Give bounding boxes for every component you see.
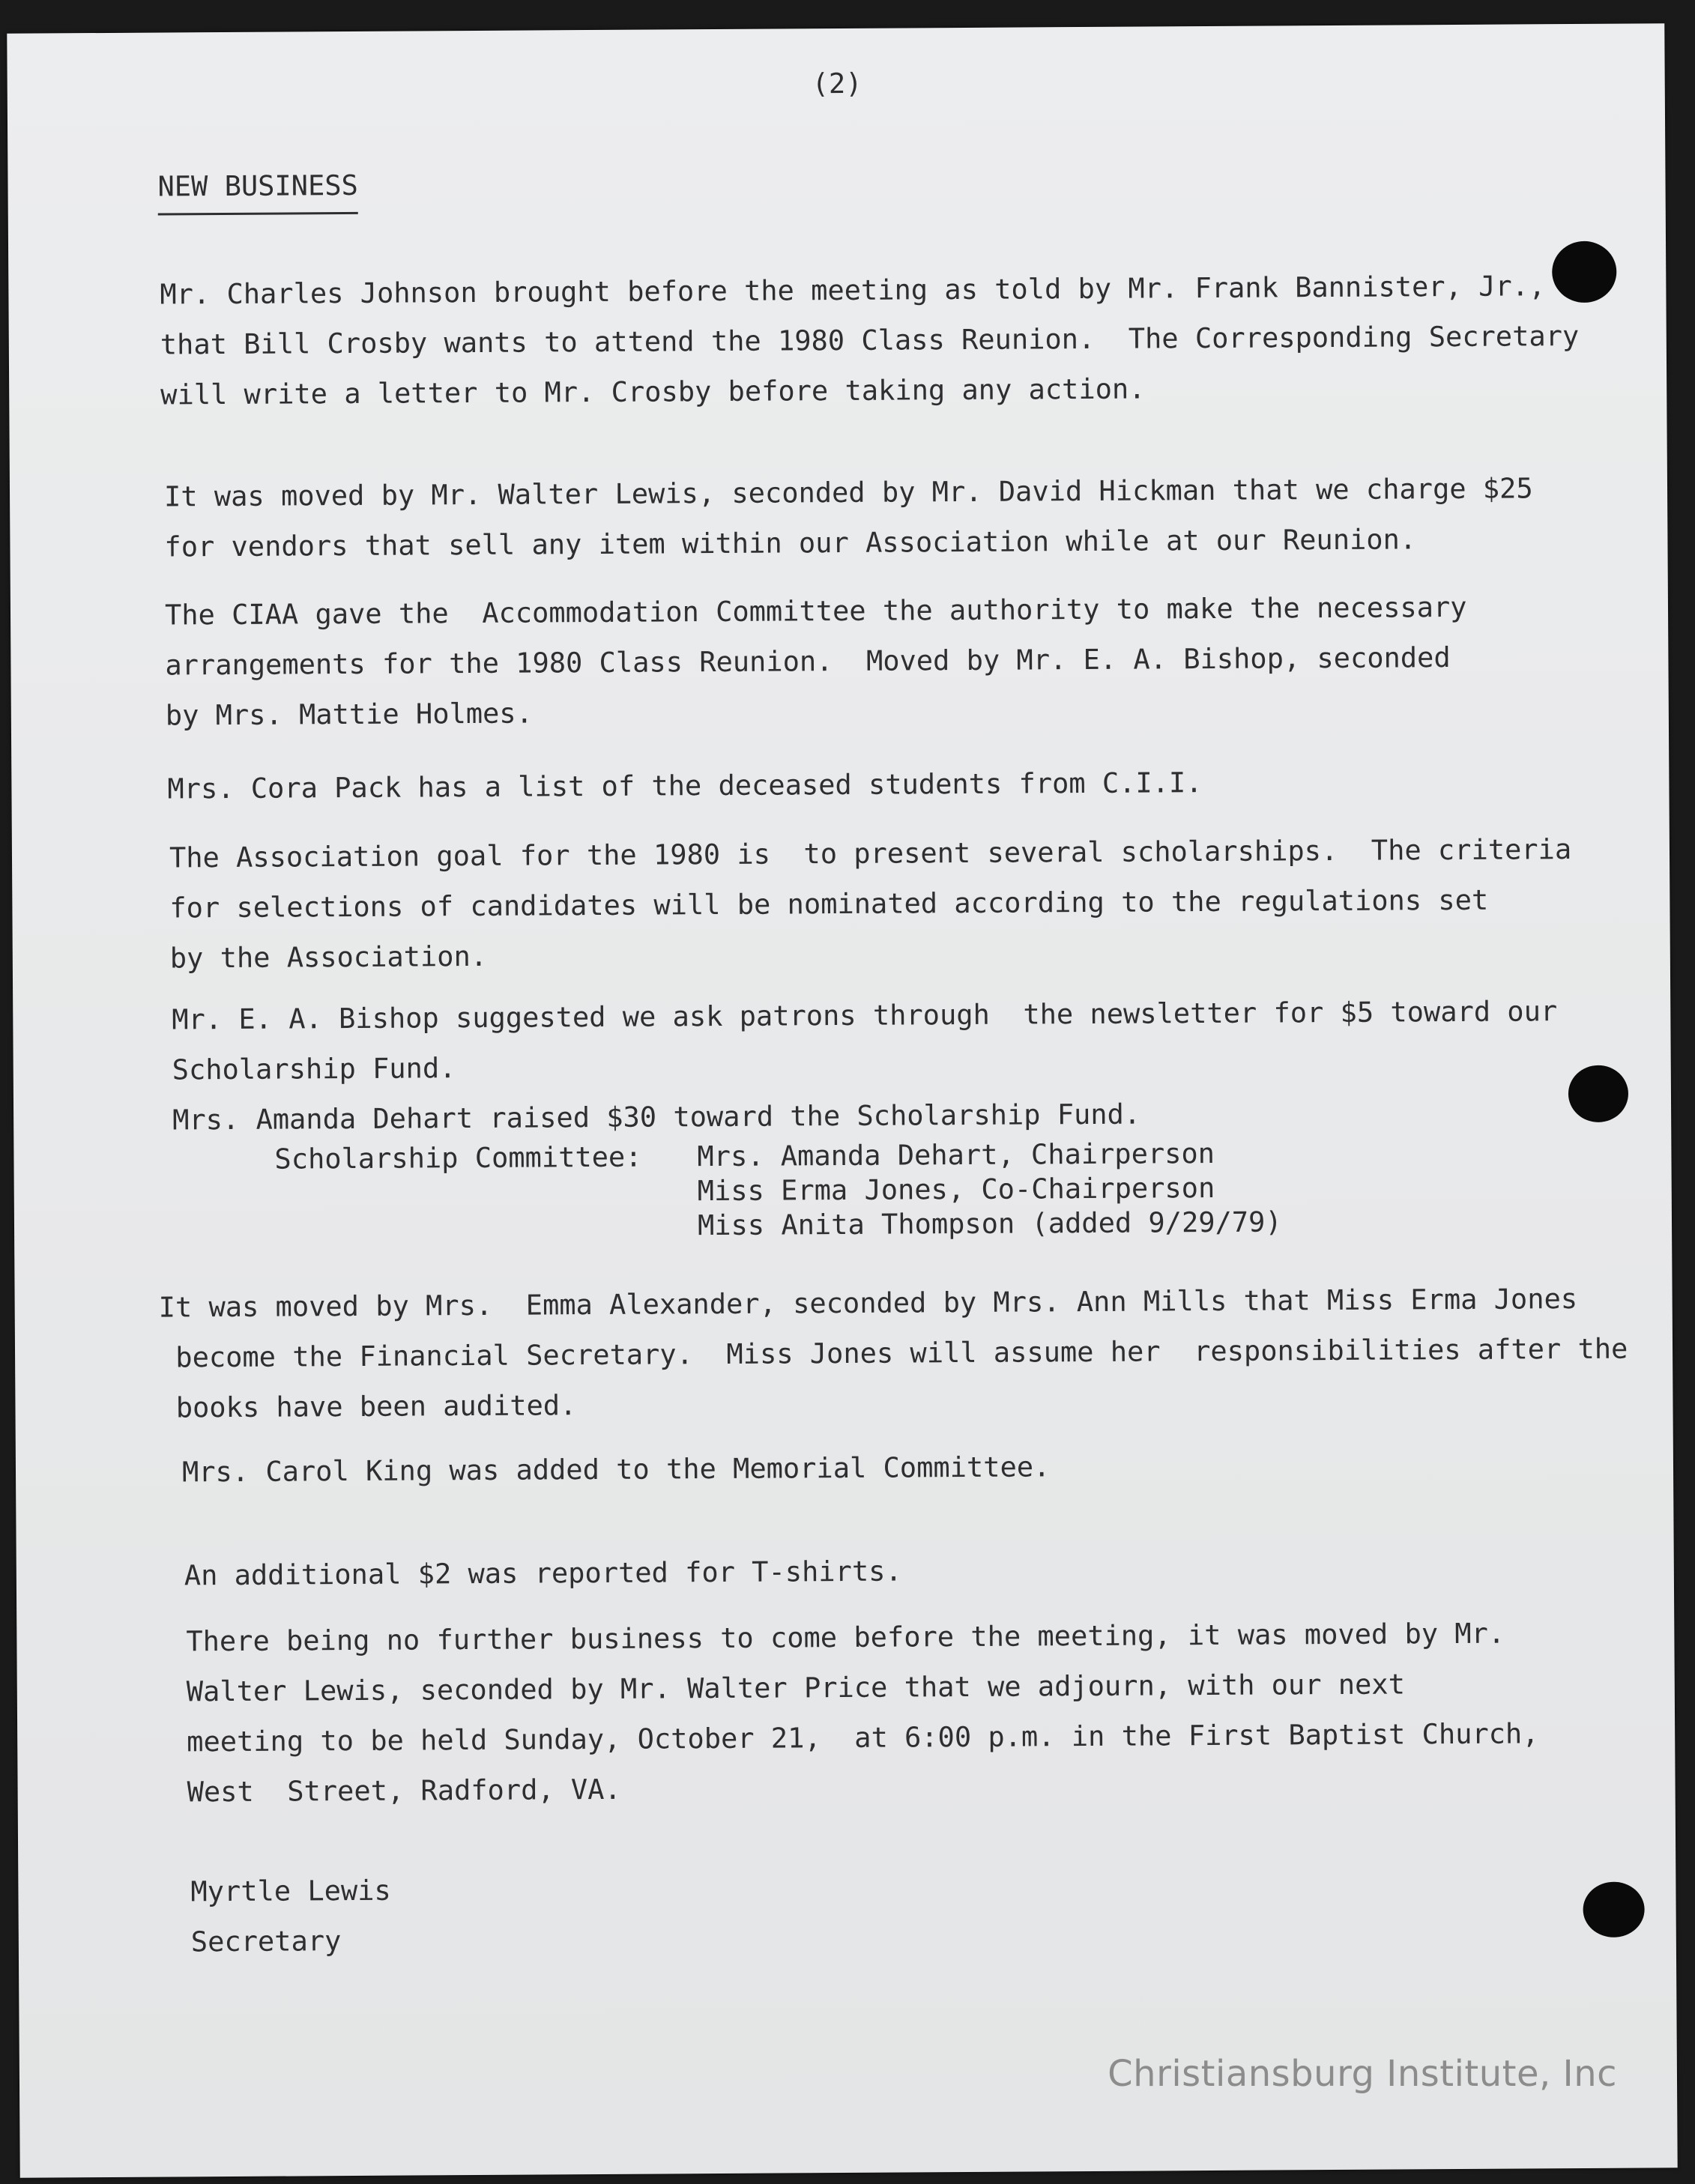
paragraph-line: There being no further business to come before the meeting, it was moved by Mr. [186,1617,1505,1658]
paragraph-line: It was moved by Mr. Walter Lewis, seconded by Mr. David Hickman that we charge $25 [163,472,1533,513]
punch-hole [1568,1065,1628,1122]
punch-hole [1583,1881,1644,1937]
section-heading: NEW BUSINESS [157,160,358,216]
paragraph-line: Walter Lewis, seconded by Mr. Walter Price that we adjourn, with our next [186,1668,1406,1708]
paragraph-line: meeting to be held Sunday, October 21, at 6:00 p.m. in the First Baptist Church, [187,1717,1539,1758]
archive-watermark: Christiansburg Institute, Inc [1108,2053,1617,2095]
punch-hole [1552,241,1616,303]
committee-member: Miss Erma Jones, Co-Chairperson [697,1171,1215,1208]
paragraph-line: arrangements for the 1980 Class Reunion. Moved by Mr. E. A. Bishop, seconded [165,641,1451,682]
paragraph-line: will write a letter to Mr. Crosby before taking any action. [160,372,1146,411]
paragraph-line: An additional $2 was reported for T-shirts. [184,1555,902,1592]
committee-member: Miss Anita Thompson (added 9/29/79) [697,1206,1282,1242]
paragraph-line: Scholarship Fund. [172,1052,456,1086]
signature-title: Secretary [190,1925,342,1958]
committee-label: Scholarship Committee: [274,1140,642,1176]
paragraph-line: that Bill Crosby wants to attend the 1980 Class Reunion. The Corresponding Secretary [160,319,1580,361]
paragraph-line: It was moved by Mrs. Emma Alexander, seconded by Mrs. Ann Mills that Miss Erma Jones [158,1283,1578,1324]
committee-member: Mrs. Amanda Dehart, Chairperson [697,1137,1215,1173]
paragraph-line: for vendors that sell any item within our Association while at our Reunion. [164,523,1417,563]
signature-block [190,1866,391,2068]
paragraph-line: for selections of candidates will be nominated according to the regulations set [169,883,1489,925]
paragraph-line: Mrs. Carol King was added to the Memorial Committee. [181,1451,1051,1489]
page-number: (2) [812,67,862,100]
document-page [7,23,1677,2177]
paragraph-line: Mr. Charles Johnson brought before the meeting as told by Mr. Frank Bannister, Jr., [160,270,1546,311]
paragraph-line: Mr. E. A. Bishop suggested we ask patrons through the newsletter for $5 toward our [172,995,1558,1036]
paragraph-line: Mrs. Cora Pack has a list of the deceased students from C.I.I. [167,766,1203,805]
paragraph-line: by Mrs. Mattie Holmes. [165,697,534,732]
paragraph-line: by the Association. [169,940,488,975]
paragraph-line: The Association goal for the 1980 is to present several scholarships. The criteria [169,833,1572,874]
paragraph-line: books have been audited. [159,1389,577,1424]
signature-name: Myrtle Lewis [190,1874,391,1908]
paragraph-line: West Street, Radford, VA. [187,1773,621,1809]
paragraph-line: The CIAA gave the Accommodation Committee the authority to make the necessary [164,590,1467,632]
paragraph-line: become the Financial Secretary. Miss Jones will assume her responsibilities after the [158,1332,1628,1374]
paragraph-line: Mrs. Amanda Dehart raised $30 toward the Scholarship Fund. [172,1098,1141,1137]
